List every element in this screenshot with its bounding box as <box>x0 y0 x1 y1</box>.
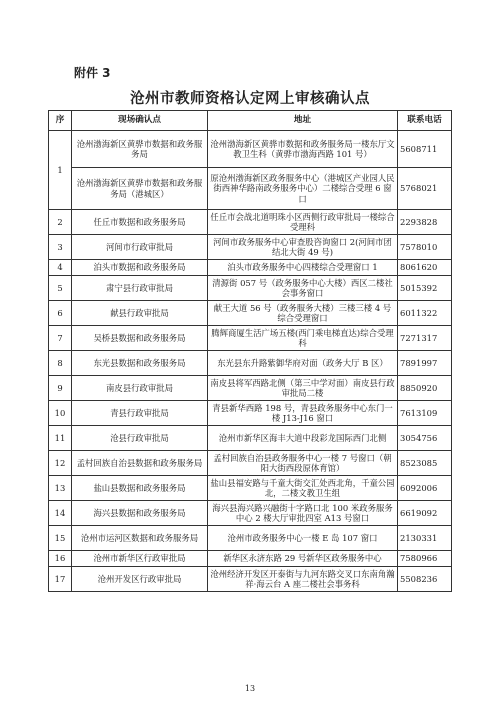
row-site: 河间市行政审批局 <box>72 235 208 260</box>
row-site: 沧州开发区行政审批局 <box>72 567 208 592</box>
row-seq: 13 <box>49 476 72 501</box>
row-site: 孟村回族自治县数据和政务服务局 <box>72 451 208 476</box>
row-seq: 5 <box>49 276 72 301</box>
row-seq: 4 <box>49 260 72 276</box>
row-phone: 5608711 <box>398 131 452 168</box>
row-seq: 11 <box>49 426 72 451</box>
table-row <box>49 501 452 526</box>
table-row <box>49 210 452 235</box>
row-phone: 6011322 <box>398 301 452 326</box>
table-row <box>49 551 452 567</box>
header-site: 现场确认点 <box>72 111 208 131</box>
row-phone: 8850920 <box>398 376 452 401</box>
table-row <box>49 567 452 592</box>
table-row <box>49 451 452 476</box>
row-seq: 12 <box>49 451 72 476</box>
row-seq: 14 <box>49 501 72 526</box>
row-seq: 10 <box>49 401 72 426</box>
row-address: 腾辉商厦生活广场五楼(西门乘电梯直达)综合受理科 <box>208 326 398 351</box>
row-address: 沧州市政务服务中心一楼 E 岛 107 窗口 <box>208 526 398 551</box>
row-phone: 6092006 <box>398 476 452 501</box>
row-seq: 6 <box>49 301 72 326</box>
table-header-row <box>49 111 452 131</box>
row-phone: 7271317 <box>398 326 452 351</box>
row-site: 盐山县数据和政务服务局 <box>72 476 208 501</box>
confirmation-sites-table <box>48 110 452 592</box>
row-site: 海兴县数据和政务服务局 <box>72 501 208 526</box>
row-address: 沧州经济开发区开泰街与九河东路交叉口东南角瀚祥·海云台 A 座二楼社会事务科 <box>208 567 398 592</box>
row-site: 肃宁县行政审批局 <box>72 276 208 301</box>
row-site: 泊头市数据和政务服务局 <box>72 260 208 276</box>
row-address: 新华区永济东路 29 号新华区政务服务中心 <box>208 551 398 567</box>
row-address: 沧州渤海新区黄骅市数据和政务服务局一楼东厅文教卫生科（黄骅市渤海西路 101 号） <box>208 131 398 168</box>
row-seq: 15 <box>49 526 72 551</box>
row-seq: 9 <box>49 376 72 401</box>
row-address: 南皮县将军西路北侧（第三中学对面）南皮县行政审批局二楼 <box>208 376 398 401</box>
row-address: 沧州市新华区海丰大道中段彩龙国际西门北侧 <box>208 426 398 451</box>
row-seq: 7 <box>49 326 72 351</box>
row-address: 海兴县海兴路兴融街十字路口北 100 米政务服务中心 2 楼大厅审批四室 A13 号窗口 <box>208 501 398 526</box>
table-row <box>49 301 452 326</box>
table-row <box>49 168 452 210</box>
row-address: 清源街 057 号（政务服务中心大楼）西区二楼社会事务窗口 <box>208 276 398 301</box>
row-seq: 2 <box>49 210 72 235</box>
table-row <box>49 376 452 401</box>
row-seq: 3 <box>49 235 72 260</box>
row-phone: 8061620 <box>398 260 452 276</box>
table-row <box>49 260 452 276</box>
table-row <box>49 276 452 301</box>
attachment-label: 附件 3 <box>74 66 111 80</box>
row-seq: 1 <box>49 131 72 210</box>
row-site: 献县行政审批局 <box>72 301 208 326</box>
header-phone: 联系电话 <box>398 111 452 131</box>
row-phone: 6619092 <box>398 501 452 526</box>
row-phone: 7578010 <box>398 235 452 260</box>
row-address: 青县新华西路 198 号，青县政务服务中心东门一楼 J13-J16 窗口 <box>208 401 398 426</box>
header-seq: 序 <box>49 111 72 131</box>
row-phone: 2293828 <box>398 210 452 235</box>
row-seq: 17 <box>49 567 72 592</box>
row-phone: 2130331 <box>398 526 452 551</box>
document-title: 沧州市教师资格认定网上审核确认点 <box>130 90 370 107</box>
table-row <box>49 131 452 168</box>
table-row <box>49 401 452 426</box>
row-site: 任丘市数据和政务服务局 <box>72 210 208 235</box>
row-phone: 7580966 <box>398 551 452 567</box>
row-site: 沧州渤海新区黄骅市数据和政务服务局 <box>72 131 208 168</box>
row-address: 献王大道 56 号（政务服务大楼）三楼三楼 4 号综合受理窗口 <box>208 301 398 326</box>
row-phone: 7891997 <box>398 351 452 376</box>
table-row <box>49 326 452 351</box>
row-site: 南皮县行政审批局 <box>72 376 208 401</box>
row-phone: 8523085 <box>398 451 452 476</box>
row-seq: 16 <box>49 551 72 567</box>
row-site: 东光县数据和政务服务局 <box>72 351 208 376</box>
row-site: 沧州渤海新区黄骅市数据和政务服务局（港城区） <box>72 168 208 210</box>
page-number: 13 <box>244 684 256 693</box>
table-row <box>49 351 452 376</box>
row-phone: 7613109 <box>398 401 452 426</box>
row-site: 沧州市运河区数据和政务服务局 <box>72 526 208 551</box>
row-phone: 3054756 <box>398 426 452 451</box>
row-address: 河间市政务服务中心审查股咨询窗口 2(河间市团结北大街 49 号) <box>208 235 398 260</box>
row-site: 青县行政审批局 <box>72 401 208 426</box>
table-row <box>49 526 452 551</box>
row-seq: 8 <box>49 351 72 376</box>
header-address: 地址 <box>208 111 398 131</box>
row-address: 泊头市政务服务中心四楼综合受理窗口 1 <box>208 260 398 276</box>
row-address: 孟村回族自治县政务服务中心一楼 7 号窗口（朝阳大街西段原体育馆） <box>208 451 398 476</box>
row-address: 东光县东升路紫御华府对面（政务大厅 B 区） <box>208 351 398 376</box>
row-address: 原沧州渤海新区政务服务中心（港城区产业园人民街西神华路南政务服务中心）二楼综合受理 6 窗口 <box>208 168 398 210</box>
table-row <box>49 235 452 260</box>
row-site: 沧县行政审批局 <box>72 426 208 451</box>
row-site: 吴桥县数据和政务服务局 <box>72 326 208 351</box>
row-site: 沧州市新华区行政审批局 <box>72 551 208 567</box>
row-address: 盐山县福安路与千童大街交汇处西北角，千童公园北，二楼文教卫生组 <box>208 476 398 501</box>
row-address: 任丘市会战北道明珠小区西侧行政审批局一楼综合受理科 <box>208 210 398 235</box>
table-row <box>49 476 452 501</box>
table-row <box>49 426 452 451</box>
row-phone: 5508236 <box>398 567 452 592</box>
row-phone: 5768021 <box>398 168 452 210</box>
row-phone: 5015392 <box>398 276 452 301</box>
